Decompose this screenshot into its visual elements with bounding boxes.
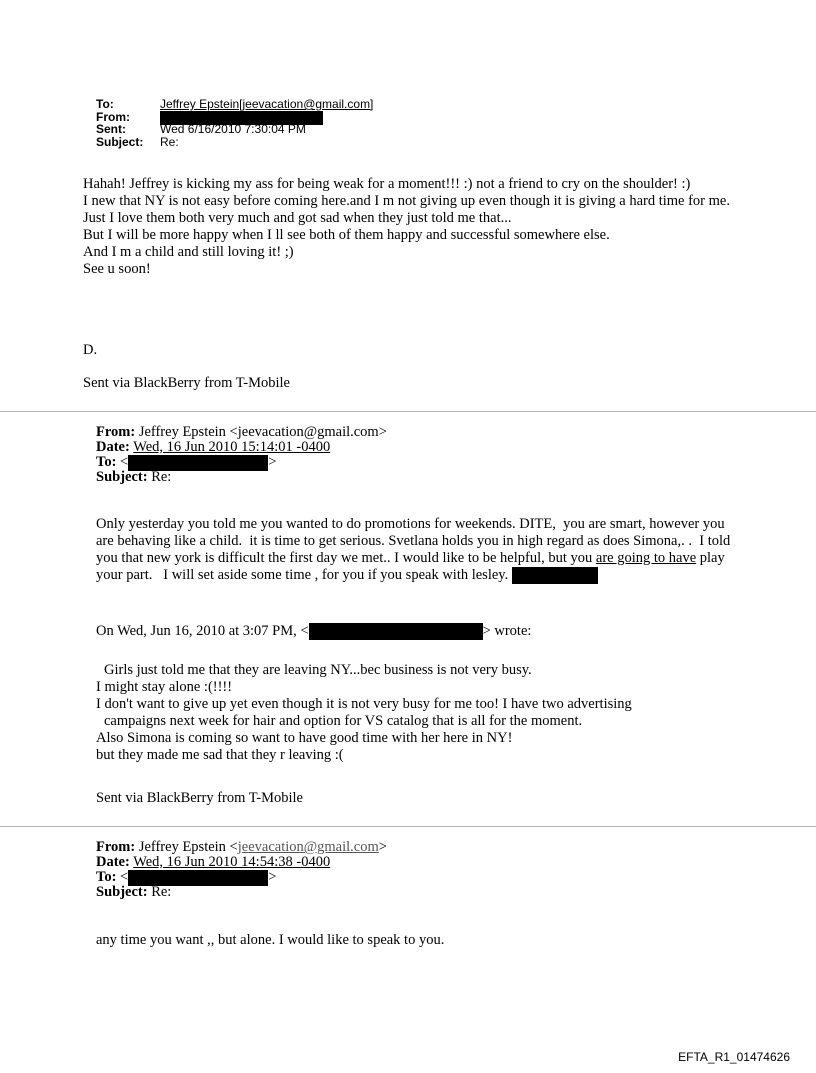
email1-body-line: And I m a child and still loving it! ;) bbox=[83, 244, 294, 260]
email2-to-close: > bbox=[268, 454, 277, 470]
email3-from-label: From: bbox=[96, 839, 136, 855]
email1-body-line: I new that NY is not easy before coming here.and I m not giving up even though it is giving a hard time for me. bbox=[83, 193, 730, 209]
quote-line: I don't want to give up yet even though it is not very busy for me too! I have two advertising bbox=[96, 696, 632, 712]
email3-subject-label: Subject: bbox=[96, 884, 148, 900]
email2-to-label: To: bbox=[96, 454, 117, 470]
email3-to-row bbox=[96, 870, 387, 885]
quote-line: but they made me sad that they r leaving :( bbox=[96, 747, 344, 763]
email2-from-label: From: bbox=[96, 424, 136, 440]
email1-body-line: But I will be more happy when I ll see both of them happy and successful somewhere else. bbox=[83, 227, 610, 243]
redaction-box bbox=[309, 623, 483, 640]
email1-subject-value: Re: bbox=[160, 134, 179, 149]
quote-line: I might stay alone :(!!!! bbox=[96, 679, 233, 695]
email2-signature: Sent via BlackBerry from T-Mobile bbox=[96, 790, 303, 806]
email3-from-pre: Jeffrey Epstein < bbox=[135, 839, 238, 855]
email1-sent-value: Wed 6/16/2010 7:30:04 PM bbox=[160, 122, 306, 136]
quote-line: campaigns next week for hair and option for VS catalog that is all for the moment. bbox=[104, 713, 583, 729]
email1-body-line: See u soon! bbox=[83, 261, 151, 277]
email1-subject-label: Subject: bbox=[96, 134, 144, 149]
separator-line bbox=[0, 826, 816, 827]
quote-line: Girls just told me that they are leaving NY...bec business is not very busy. bbox=[104, 662, 532, 678]
email3-date-value: Wed, 16 Jun 2010 14:54:38 -0400 bbox=[133, 854, 331, 870]
redaction-box bbox=[512, 567, 598, 584]
email2-quote-intro-pre: On Wed, Jun 16, 2010 at 3:07 PM, < bbox=[96, 623, 309, 639]
email1-from-label: From: bbox=[96, 109, 130, 124]
email3-from-post: > bbox=[378, 839, 387, 855]
email1-signature: Sent via BlackBerry from T-Mobile bbox=[83, 375, 290, 391]
email3-date-label: Date: bbox=[96, 854, 130, 870]
email1-body-line: Hahah! Jeffrey is kicking my ass for being weak for a moment!!! :) not a friend to cry on the shoulder! :) bbox=[83, 176, 691, 192]
separator-line bbox=[0, 411, 816, 412]
email1-body-line: Just I love them both very much and got sad when they just told me that... bbox=[83, 210, 512, 226]
email1-to-row bbox=[96, 98, 373, 111]
email2-quote-intro-post: > wrote: bbox=[482, 623, 532, 639]
email2-date-row bbox=[96, 440, 387, 455]
email1-to-label: To: bbox=[96, 97, 114, 111]
email2-body-underlined: are going to have bbox=[595, 550, 697, 566]
email2-subject-value: Re: bbox=[147, 469, 172, 485]
email1-sent-label: Sent: bbox=[96, 122, 126, 136]
email3-date-row bbox=[96, 855, 387, 870]
email3-body: any time you want ,, but alone. I would like to speak to you. bbox=[96, 932, 445, 948]
email2-to-open: < bbox=[116, 454, 129, 470]
email2-from-value: Jeffrey Epstein <jeevacation@gmail.com> bbox=[135, 424, 387, 440]
email2-date-label: Date: bbox=[96, 439, 130, 455]
bates-number: EFTA_R1_01474626 bbox=[678, 1050, 790, 1064]
email3-from-link[interactable]: jeevacation@gmail.com bbox=[237, 839, 379, 855]
email2-body: Only yesterday you told me you wanted to do promotions for weekends. DITE, you are smart, however you are behaving like a child. it is time to get serious. Svetlana holds you in high regard as does Simona,. . I told you that new york is difficult the first day we met.. I would like to be helpful, but you are going to have play your part. I will set aside some time , for you if you speak with lesley. bbox=[96, 516, 731, 583]
email1-initial: D. bbox=[83, 342, 98, 358]
email1-body bbox=[83, 176, 743, 278]
email2-to-row bbox=[96, 455, 387, 470]
email3-to-open: < bbox=[116, 869, 129, 885]
email2-quote-intro bbox=[96, 623, 736, 640]
email2-from-row bbox=[96, 425, 387, 440]
email1-header bbox=[96, 98, 373, 148]
email3-from-row bbox=[96, 840, 387, 855]
email3-subject-row bbox=[96, 885, 387, 900]
email3-subject-value: Re: bbox=[147, 884, 172, 900]
email1-sent-row bbox=[96, 123, 373, 136]
email3-header bbox=[96, 840, 387, 900]
email1-to-value: Jeffrey Epstein[jeevacation@gmail.com] bbox=[160, 97, 374, 111]
email2-subject-label: Subject: bbox=[96, 469, 148, 485]
email2-header bbox=[96, 425, 387, 485]
email3-to-label: To: bbox=[96, 869, 117, 885]
email2-subject-row bbox=[96, 470, 387, 485]
email2-date-value: Wed, 16 Jun 2010 15:14:01 -0400 bbox=[133, 439, 331, 455]
email2-quoted-message bbox=[96, 662, 736, 764]
email1-subject-row bbox=[96, 136, 373, 149]
quote-line: Also Simona is coming so want to have good time with her here in NY! bbox=[96, 730, 513, 746]
email3-to-close: > bbox=[268, 869, 277, 885]
